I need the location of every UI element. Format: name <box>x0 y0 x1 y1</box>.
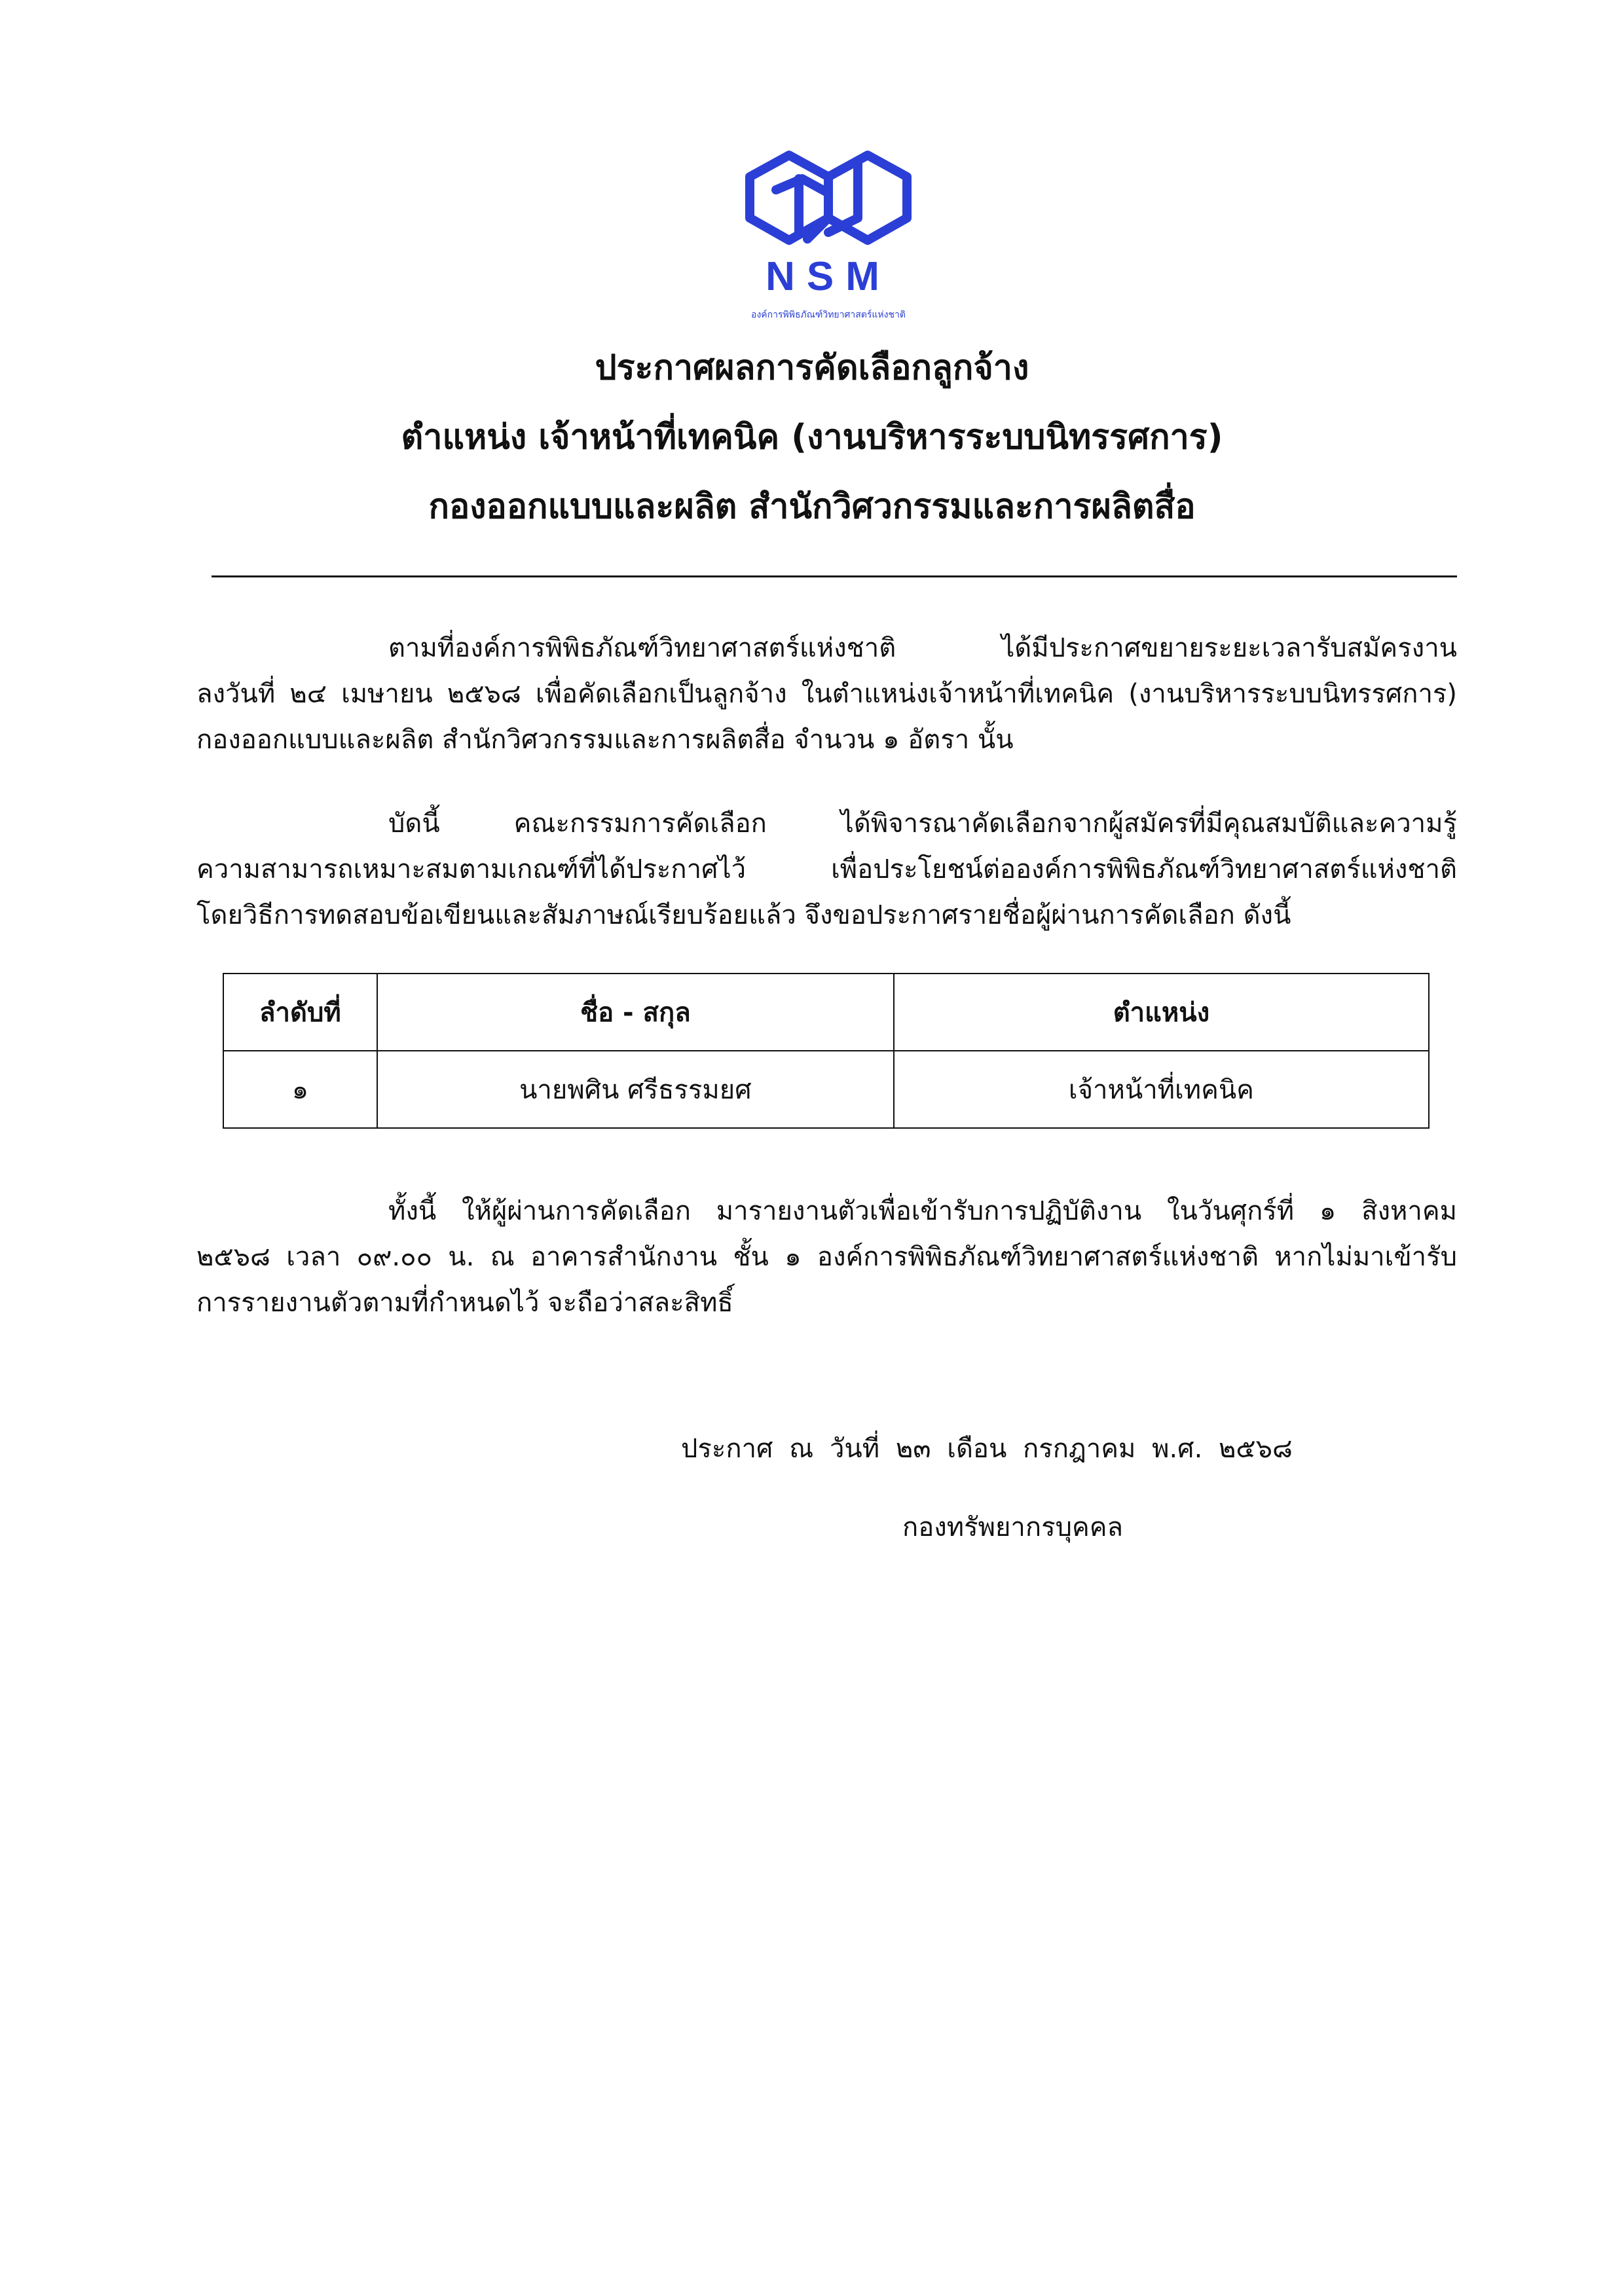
announcement-date: ประกาศ ณ วันที่ ๒๓ เดือน กรกฎาคม พ.ศ. ๒๕๖๘ <box>681 1434 1293 1464</box>
intro-line: ลงวันที่ ๒๔ เมษายน ๒๕๖๘ เพื่อคัดเลือกเป็นลูกจ้าง ในตำแหน่งเจ้าหน้าที่เทคนิค (งานบริหารระบบนิทรรศการ) <box>196 679 1457 709</box>
cell-position: เจ้าหน้าที่เทคนิค <box>894 1051 1429 1128</box>
selection-line: ความสามารถเหมาะสมตามเกณฑ์ที่ได้ประกาศไว้ เพื่อประโยชน์ต่อองค์การพิพิธภัณฑ์วิทยาศาสตร์แห่งชาติ <box>196 854 1457 884</box>
selection-line: โดยวิธีการทดสอบข้อเขียนและสัมภาษณ์เรียบร้อยแล้ว จึงขอประกาศรายชื่อผู้ผ่านการคัดเลือก ดังนี้ <box>196 900 1291 930</box>
header-divider <box>212 575 1457 577</box>
selection-paragraph <box>196 801 1457 938</box>
issuing-department: กองทรัพยากรบุคคล <box>902 1512 1124 1542</box>
position-heading: ตำแหน่ง เจ้าหน้าที่เทคนิค (งานบริหารระบบนิทรรศการ) <box>401 418 1223 457</box>
column-header-name: ชื่อ - สกุล <box>377 974 894 1051</box>
result-table <box>223 973 1430 1129</box>
intro-line: กองออกแบบและผลิต สำนักวิศวกรรมและการผลิตสื่อ จำนวน ๑ อัตรา นั้น <box>196 725 1014 755</box>
report-paragraph <box>196 1188 1457 1326</box>
nsm-logo <box>730 141 927 334</box>
announcement-title: ประกาศผลการคัดเลือกลูกจ้าง <box>595 348 1029 388</box>
column-header-order: ลำดับที่ <box>223 974 377 1051</box>
nsm-logo-mark-icon <box>730 141 927 304</box>
report-line: ทั้งนี้ ให้ผู้ผ่านการคัดเลือก มารายงานตัวเพื่อเข้ารับการปฏิบัติงาน ในวันศุกร์ที่ ๑ สิงหาคม <box>388 1196 1457 1226</box>
table-row <box>223 1051 1429 1128</box>
cell-name: นายพศิน ศรีธรรมยศ <box>377 1051 894 1128</box>
table-header-row <box>223 974 1429 1051</box>
nsm-logo-text: NSM <box>766 254 891 299</box>
intro-paragraph <box>196 625 1457 763</box>
report-line: ๒๕๖๘ เวลา ๐๙.๐๐ น. ณ อาคารสำนักงาน ชั้น ๑ องค์การพิพิธภัณฑ์วิทยาศาสตร์แห่งชาติ หากไม่มาเข้ารับ <box>196 1242 1457 1272</box>
department-heading: กองออกแบบและผลิต สำนักวิศวกรรมและการผลิตสื่อ <box>428 487 1196 526</box>
intro-line: ตามที่องค์การพิพิธภัณฑ์วิทยาศาสตร์แห่งชาติ ได้มีประกาศขยายระยะเวลารับสมัครงาน <box>388 633 1457 663</box>
selection-line: บัดนี้ คณะกรรมการคัดเลือก ได้พิจารณาคัดเลือกจากผู้สมัครที่มีคุณสมบัติและความรู้ <box>388 809 1457 839</box>
logo-subtitle: องค์การพิพิธภัณฑ์วิทยาศาสตร์แห่งชาติ <box>751 310 906 320</box>
column-header-position: ตำแหน่ง <box>894 974 1429 1051</box>
report-line: การรายงานตัวตามที่กำหนดไว้ จะถือว่าสละสิทธิ์ <box>196 1288 733 1318</box>
cell-order: ๑ <box>223 1051 377 1128</box>
